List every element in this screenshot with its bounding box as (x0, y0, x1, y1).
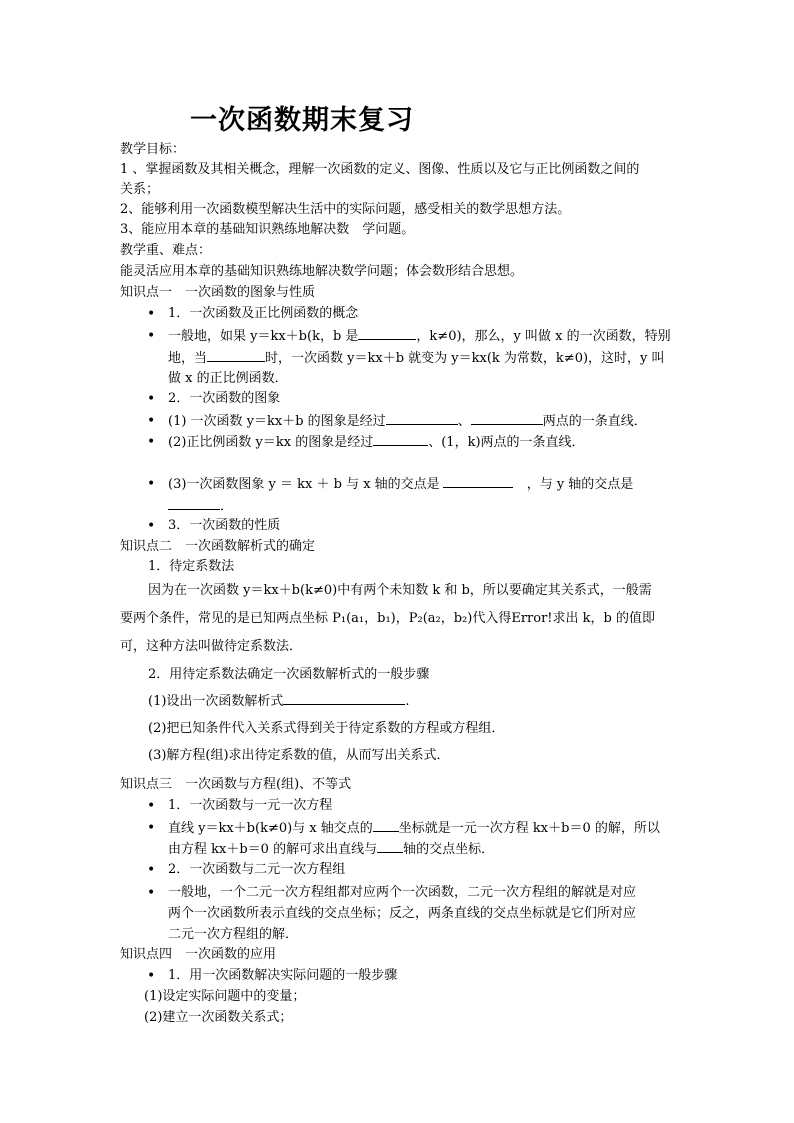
section-2-heading: 知识点二 一次函数解析式的确定 (120, 539, 316, 554)
blank (373, 818, 399, 832)
blank (386, 411, 458, 425)
k4-step-1: (1)设定实际问题中的变量； (144, 989, 306, 1004)
bullet-dot: • (147, 391, 156, 407)
bullet-dot: • (147, 328, 156, 344)
objective-2: 2、能够利用一次函数模型解决生活中的实际问题，感受相关的数学思想方法。 (120, 202, 571, 217)
section-3-heading: 知识点三 一次函数与方程(组)、不等式 (120, 777, 352, 792)
k2-subheading-2: 2．用待定系数法确定一次函数解析式的一般步骤 (148, 667, 430, 682)
k1-graph-item-1 (168, 411, 647, 432)
bullet-dot: • (147, 862, 156, 878)
blank (373, 432, 428, 446)
k4-bullet-steps: 1．用一次函数解决实际问题的一般步骤 (168, 968, 398, 983)
blank (358, 326, 416, 340)
objective-3: 3、能应用本章的基础知识熟练地解决数 学问题。 (120, 222, 415, 237)
k1-graph-item-1-text-a: (1) 一次函数 y＝kx＋b 的图象是经过 (168, 414, 386, 429)
k3-relation-text-a: 直线 y＝kx＋b(k≠0)与 x 轴交点的 (168, 821, 373, 836)
k1-graph-item-2-text-b: 、(1，k)两点的一条直线． (428, 435, 585, 450)
k2-step-1 (148, 691, 410, 713)
section-1-heading: 知识点一 一次函数的图象与性质 (120, 285, 316, 300)
bullet-dot: • (147, 885, 156, 901)
bullet-dot: • (147, 518, 156, 534)
keypoints-heading: 教学重、难点： (120, 243, 212, 258)
k2-paragraph-line-1: 因为在一次函数 y＝kx＋b(k≠0)中有两个未知数 k 和 b，所以要确定其关系式，一般需 (148, 583, 652, 598)
k3-system-line-1: 一般地，一个二元一次方程组都对应两个一次函数，二元一次方程组的解就是对应 (168, 885, 637, 900)
k1-definition-text-b: ，k≠0)，那么，y 叫做 x 的一次函数，特别 (416, 329, 671, 344)
blank (168, 496, 220, 510)
page-title: 一次函数期末复习 (190, 105, 414, 136)
bullet-dot: • (147, 306, 156, 322)
k1-definition-line-3: 做 x 的正比例函数． (168, 371, 288, 386)
blank (471, 411, 543, 425)
k4-step-2: (2)建立一次函数关系式； (144, 1010, 293, 1025)
blank (443, 474, 513, 488)
k3-system-line-2: 两个一次函数所表示直线的交点坐标；反之，两条直线的交点坐标就是它们所对应 (168, 906, 637, 921)
k1-bullet-graph: 2．一次函数的图象 (168, 391, 281, 406)
objectives-heading: 教学目标： (120, 142, 186, 157)
k2-step-3: (3)解方程(组)求出待定系数的值，从而写出关系式． (148, 748, 450, 763)
blank (207, 348, 265, 362)
k2-subheading-1: 1．待定系数法 (148, 559, 235, 574)
k3-relation-text-b: 坐标就是一元一次方程 kx＋b＝0 的解，所以 (398, 821, 660, 836)
k1-graph-item-3-line-2 (168, 496, 233, 517)
k3-relation-text-c: 由方程 kx＋b＝0 的解可求出直线与 (168, 842, 378, 857)
k2-paragraph-line-3: 可，这种方法叫做待定系数法． (120, 639, 303, 654)
bullet-dot: • (147, 820, 156, 836)
bullet-dot: • (147, 434, 156, 450)
bullet-dot: • (147, 968, 156, 984)
k1-definition-line-1 (168, 326, 671, 347)
k1-graph-item-2-text-a: (2)正比例函数 y＝kx 的图象是经过 (168, 435, 374, 450)
k1-graph-item-3-text-c: ． (220, 499, 234, 514)
blank (377, 839, 403, 853)
k1-definition-text-c: 地，当 (168, 351, 208, 366)
section-4-heading: 知识点四 一次函数的应用 (120, 947, 277, 962)
k2-step-1-text: (1)设出一次函数解析式 (148, 694, 284, 709)
k3-relation-line-1 (168, 818, 660, 839)
keypoints-text: 能灵活应用本章的基础知识熟练地解决数学问题；体会数形结合思想。 (120, 264, 524, 279)
bullet-dot: • (147, 413, 156, 429)
k2-step-2: (2)把已知条件代入关系式得到关于待定系数的方程或方程组． (148, 721, 505, 736)
k2-step-1-period: . (405, 694, 410, 709)
k1-graph-item-2 (168, 432, 585, 453)
k3-system-line-3: 二元一次方程组的解． (168, 927, 299, 942)
k3-relation-line-2 (168, 839, 494, 860)
k1-graph-item-3-text-b: ，与 y 轴的交点是 (526, 477, 634, 492)
k1-bullet-concept: 1．一次函数及正比例函数的概念 (168, 306, 359, 321)
k1-graph-item-1-text-b: 、 (457, 414, 471, 429)
k1-definition-line-2 (168, 348, 665, 369)
k1-graph-item-1-text-c: 两点的一条直线． (542, 414, 647, 429)
k3-bullet-system: 2．一次函数与二元一次方程组 (168, 862, 346, 877)
k1-bullet-properties: 3．一次函数的性质 (168, 518, 281, 533)
blank (283, 691, 405, 705)
k2-paragraph-line-2: 要两个条件，常见的是已知两点坐标 P₁(a₁，b₁)，P₂(a₂，b₂)代入得Error!求出 k，b 的值即 (120, 611, 655, 626)
k3-bullet-linear-equation: 1．一次函数与一元一次方程 (168, 798, 333, 813)
k1-definition-text-d: 时，一次函数 y＝kx＋b 就变为 y＝kx(k 为常数，k≠0)，这时，y 叫 (265, 351, 665, 366)
objective-1-line-2: 关系； (120, 182, 160, 197)
k1-definition-text-a: 一般地，如果 y＝kx＋b(k，b 是 (168, 329, 359, 344)
bullet-dot: • (147, 798, 156, 814)
objective-1-line-1: 1 、掌握函数及其相关概念，理解一次函数的定义、图像、性质以及它与正比例函数之间的 (120, 162, 640, 177)
k1-graph-item-3-text-a: (3)一次函数图象 y ＝ kx ＋ b 与 x 轴的交点是 (168, 477, 440, 492)
k1-graph-item-3 (168, 474, 633, 495)
k3-relation-text-d: 轴的交点坐标． (403, 842, 495, 857)
bullet-dot: • (147, 476, 156, 492)
